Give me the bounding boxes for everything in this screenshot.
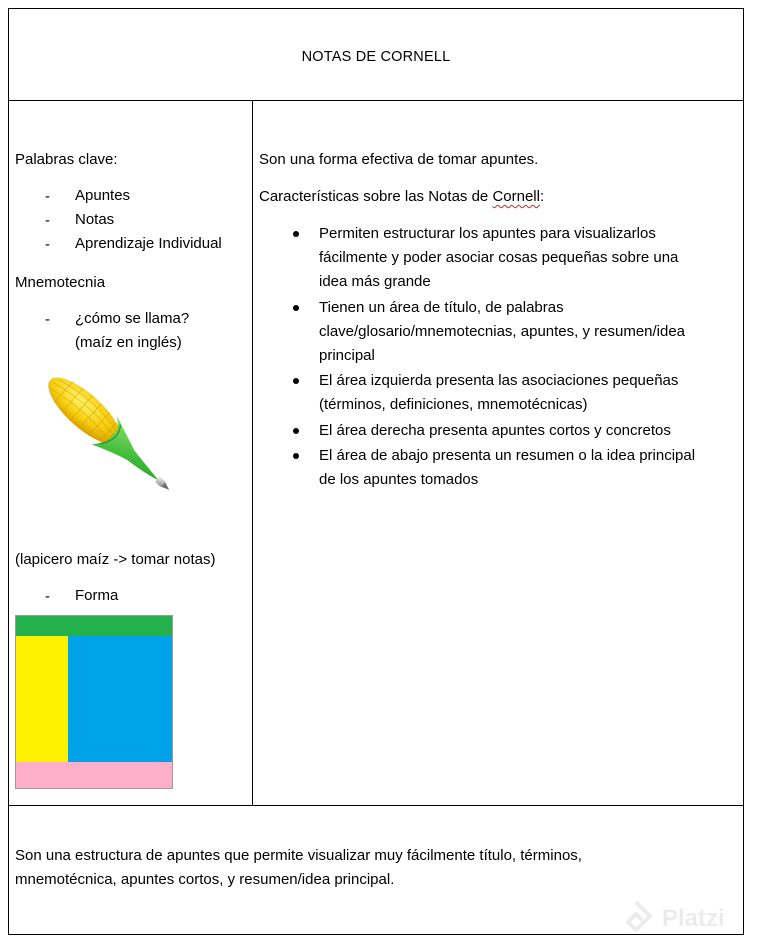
bullet-line: El área derecha presenta apuntes cortos y concretos (319, 422, 671, 439)
bullet-line: de los apuntes tomados (319, 471, 479, 488)
bullet-line: clave/glosario/mnemotecnias, apuntes, y resumen/idea (319, 323, 686, 340)
platzi-watermark (618, 898, 758, 938)
dash-marker: - (45, 311, 50, 328)
corn-pen-image (21, 371, 181, 521)
features-heading-text: Características sobre las Notas de (259, 188, 493, 205)
bullet-line: (términos, definiciones, mnemotécnicas) (319, 396, 588, 413)
features-heading-colon: : (539, 188, 545, 205)
dash-marker: - (45, 588, 50, 605)
form-item: Forma (75, 587, 119, 604)
bullet-dot (293, 231, 299, 237)
dash-marker: - (45, 188, 50, 205)
keywords-heading: Palabras clave: (15, 151, 118, 168)
layout-title-area (16, 616, 172, 636)
summary-text (15, 844, 695, 892)
summary-line: mnemotécnica, apuntes cortos, y resumen/idea principal. (15, 871, 395, 888)
mnemonic-item-line: ¿cómo se llama? (75, 310, 190, 327)
bullet-line: Tienen un área de título, de palabras (319, 299, 564, 316)
cornell-layout-diagram (15, 615, 173, 789)
keyword-item: Aprendizaje Individual (75, 235, 222, 252)
bullet-line: Permiten estructurar los apuntes para visualizarlos (319, 225, 656, 242)
dash-marker: - (45, 212, 50, 229)
bullet-dot (293, 428, 299, 434)
cornell-notes-table (8, 8, 744, 935)
bullet-line: principal (319, 347, 375, 364)
bullet-line: idea más grande (319, 273, 431, 290)
bullet-dot (293, 453, 299, 459)
title-row (9, 9, 743, 101)
notes-column (253, 101, 743, 806)
cue-column (9, 101, 253, 806)
bullet-item (319, 222, 743, 294)
bullet-line: fácilmente y poder asociar cosas pequeñas sobre una (319, 249, 679, 266)
page-title: NOTAS DE CORNELL (301, 49, 451, 65)
bullet-item (319, 419, 743, 443)
layout-cue-area (16, 636, 68, 762)
keyword-item: Notas (75, 211, 115, 228)
mnemonic-heading: Mnemotecnia (15, 274, 106, 291)
watermark-text: Platzi (662, 905, 725, 932)
pen-caption: (lapicero maíz -> tomar notas) (15, 551, 216, 568)
platzi-logo-icon (628, 902, 650, 930)
bullet-item (319, 444, 743, 492)
bullet-item (319, 369, 743, 417)
bullet-dot (293, 378, 299, 384)
features-heading (259, 188, 544, 205)
bullet-dot (293, 305, 299, 311)
intro-text: Son una forma efectiva de tomar apuntes. (259, 151, 539, 168)
mnemonic-item-line: (maíz en inglés) (75, 334, 182, 351)
bullet-item (319, 296, 743, 368)
summary-line: Son una estructura de apuntes que permite visualizar muy fácilmente título, términos, (15, 847, 582, 864)
keyword-item: Apuntes (75, 187, 131, 204)
layout-summary-area (16, 762, 172, 788)
dash-marker: - (45, 236, 50, 253)
spellcheck-word: Cornell (492, 188, 540, 205)
layout-notes-area (68, 636, 172, 762)
bullet-line: El área izquierda presenta las asociaciones pequeñas (319, 372, 679, 389)
bullet-line: El área de abajo presenta un resumen o la idea principal (319, 447, 696, 464)
